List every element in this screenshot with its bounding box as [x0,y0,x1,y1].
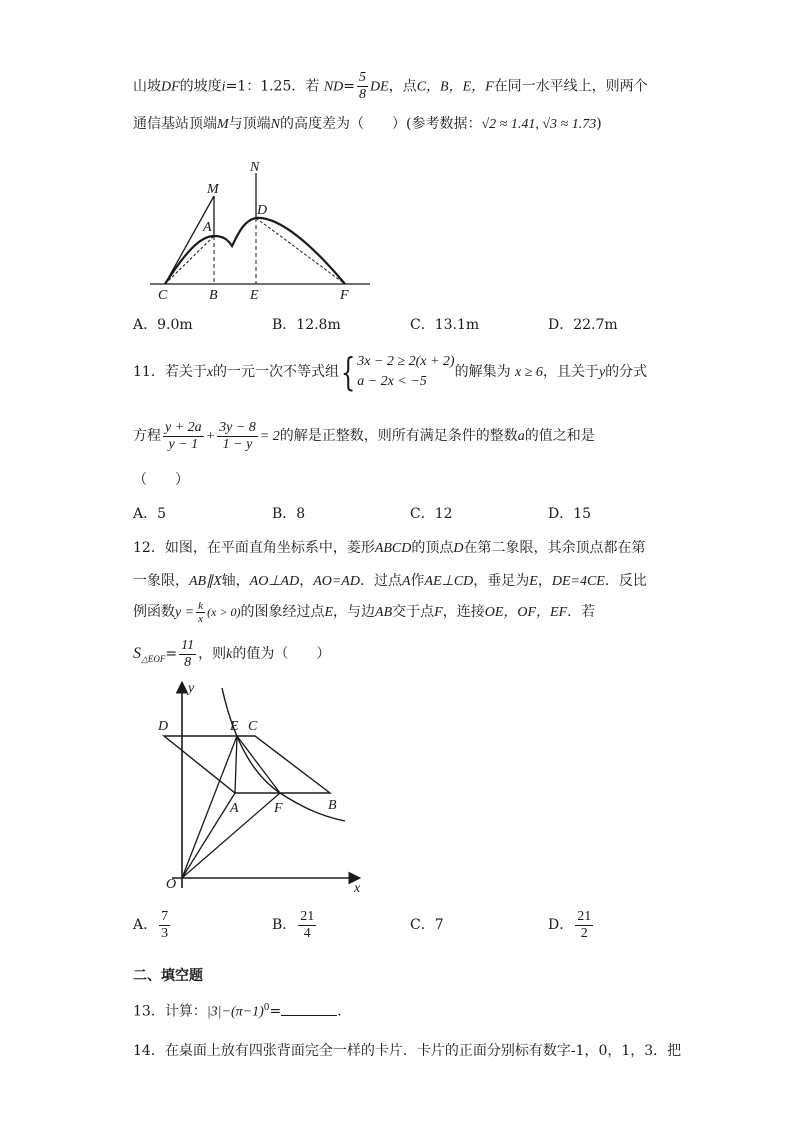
text: 的坡度 [179,78,222,95]
seg-oa [182,793,235,878]
text: 11．若关于 [133,364,207,380]
text: 的顶点 [411,540,454,556]
label-b: B [328,798,337,813]
text: ) [596,116,602,132]
denominator: 1 − y [222,436,253,452]
text: D [453,541,464,556]
label-c: C [248,719,258,734]
q12-option-c[interactable]: C．7 [410,917,444,933]
text: 13．计算： [133,1003,207,1020]
label-c: C [158,288,168,303]
fraction [357,70,368,103]
text: = [165,646,178,662]
numerator: 11 [181,637,195,653]
text: x ≥ 6 [515,365,543,380]
text: ． [337,1003,352,1020]
text: k [226,647,233,662]
text: 轴， [221,573,250,589]
text: ．若 [567,604,596,620]
denominator: 8 [359,87,367,102]
text: AB [375,605,393,620]
text: M [217,117,229,132]
numerator: y + 2a [165,419,202,435]
label-f: F [340,288,349,303]
q12-line3 [133,594,595,631]
numerator: 5 [359,70,367,85]
text: 的解是正整数，则所有满足条件的整数 [279,428,518,444]
text: AE⊥CD [424,574,474,589]
text: 的值为（ ） [232,646,331,662]
fraction [575,909,593,942]
q10-option-c[interactable]: C．13.1m [410,317,480,333]
q10-line2 [133,114,602,135]
text: ，垂足为 [473,573,530,589]
text: x [206,365,214,380]
q12-line2 [133,571,647,592]
label-m: M [207,182,219,197]
numerator: 21 [300,908,315,924]
seg-ae [235,736,237,793]
text: 的图象经过点 [240,604,325,620]
text: 交于点 [392,604,435,620]
text: ，且关于 [542,364,599,380]
q10-option-d[interactable]: D．22.7m [548,317,618,333]
option-label: D． [548,917,574,933]
line-cm [165,196,214,284]
label-x: x [354,881,361,896]
text: = [343,78,356,95]
text: DE [370,79,389,95]
text: 在同一水平线上，则两个 [493,78,648,95]
rhombus-abcd [164,736,330,793]
mountain-figure [140,158,380,303]
denominator: y − 1 [168,436,199,452]
fraction [179,638,196,671]
q12-line1 [133,538,646,559]
label-d: D [257,203,268,218]
text: ，连接 [442,604,485,620]
text: i [221,79,226,95]
inequality-1: 3x − 2 ≥ 2(x + 2) [357,354,455,369]
numerator: k [198,599,204,612]
text: ABCD [374,541,412,556]
text: |3|−(π−1) [206,1004,264,1020]
text: (x > 0) [207,605,241,619]
denominator: 2 [580,925,588,941]
text: y [598,365,606,380]
fraction [298,909,316,942]
denominator: x [198,612,204,625]
numerator: 3y − 8 [219,419,256,435]
slope-df [256,218,345,284]
numerator: 7 [161,908,169,924]
hyperbola [222,688,345,821]
text: 一象限， [133,573,189,589]
text: = [269,1003,282,1020]
q11-option-a[interactable]: A．5 [133,506,167,522]
option-label: A． [133,917,158,933]
q11-option-b[interactable]: B．8 [272,506,306,522]
text: △EOF [141,654,166,664]
text: E [324,605,334,620]
numerator: 21 [577,908,592,924]
text: AB∥X [189,574,222,589]
label-d: D [158,719,169,734]
q10-line1 [133,70,648,103]
fraction-2 [217,420,258,453]
text: ，与边 [333,604,376,620]
brace: { [340,350,356,394]
q10-option-a[interactable]: A．9.0m [133,317,193,333]
q12-option-d[interactable] [548,906,595,944]
denominator: 4 [303,925,311,941]
text: 作 [410,573,425,589]
text: A [401,574,411,589]
text: OE，OF，EF [484,605,568,620]
label-f: F [274,801,283,816]
label-y: y [188,681,195,696]
q11-option-c[interactable]: C．12 [410,506,453,522]
option-label: B． [272,917,297,933]
text: S [133,645,141,662]
text: DF [161,79,180,95]
text: C，B，E，F [416,79,494,95]
text: AO=AD [313,574,360,589]
label-a: A [203,220,212,235]
q13-line [133,998,351,1023]
text: N [270,117,281,132]
text: + [205,429,216,444]
text: √2 ≈ 1.41, √3 ≈ 1.73 [481,117,597,132]
text: ，则 [198,646,227,662]
q11-line3: （ ） [133,472,189,488]
text: =1：1.25．若 [225,78,320,95]
text: ．过点 [359,573,402,589]
text: AO⊥AD [249,574,300,589]
text: 的高度差为（ ）(参考数据： [280,116,482,132]
q12-line4 [133,634,330,679]
q14-line: 14．在桌面上放有四张背面完全一样的卡片．卡片的正面分别标有数字-1，0，1，3．把 [133,1043,682,1059]
text: ND [323,79,344,95]
label-e: E [250,288,259,303]
text: 的解集为 [454,364,511,380]
label-a: A [230,801,239,816]
text: 12．如图，在平面直角坐标系中，菱形 [133,540,375,556]
fraction [196,600,205,625]
q11-line1 [133,352,647,393]
seg-ef [237,736,280,793]
text: y = [175,605,195,620]
fraction-1 [163,420,204,453]
section-title: 二、填空题 [133,968,203,984]
fraction [159,909,170,942]
text: 在第二象限，其余顶点都在第 [463,540,646,556]
text: 通信基站顶端 [133,116,217,132]
text: 的值之和是 [524,428,595,444]
denominator: 3 [161,925,169,941]
text: 例函数 [133,604,175,620]
text: 与顶端 [228,116,271,132]
label-n: N [250,160,260,175]
q12-option-b[interactable] [272,906,318,944]
label-e: E [230,719,239,734]
q11-option-d[interactable]: D．15 [548,506,592,522]
q11-line2 [133,416,595,457]
q12-option-a[interactable] [133,906,172,944]
exponent: 0 [263,1003,270,1013]
text: DE=4CE [551,574,605,589]
text: 方程 [133,428,161,444]
text: 的分式 [605,364,648,380]
rhombus-figure [150,678,375,896]
mountain-curve [165,218,345,284]
denominator: 8 [184,654,192,670]
text: ，点 [388,78,417,95]
inequality-system [357,352,454,392]
label-o: O [166,877,177,892]
slope-ca [165,236,214,284]
text: ．反比 [604,573,647,589]
text: 的一元一次不等式组 [213,364,340,380]
inequality-2: a − 2x < −5 [357,374,427,389]
answer-blank[interactable] [281,1001,337,1016]
text: = 2 [259,429,280,444]
q10-option-b[interactable]: B．12.8m [272,317,341,333]
text: F [434,605,443,620]
label-b: B [209,288,218,303]
text: ， [299,573,314,589]
text: a [517,429,525,444]
text: ， [537,573,552,589]
text: 山坡 [133,78,161,95]
text: E [529,574,538,589]
